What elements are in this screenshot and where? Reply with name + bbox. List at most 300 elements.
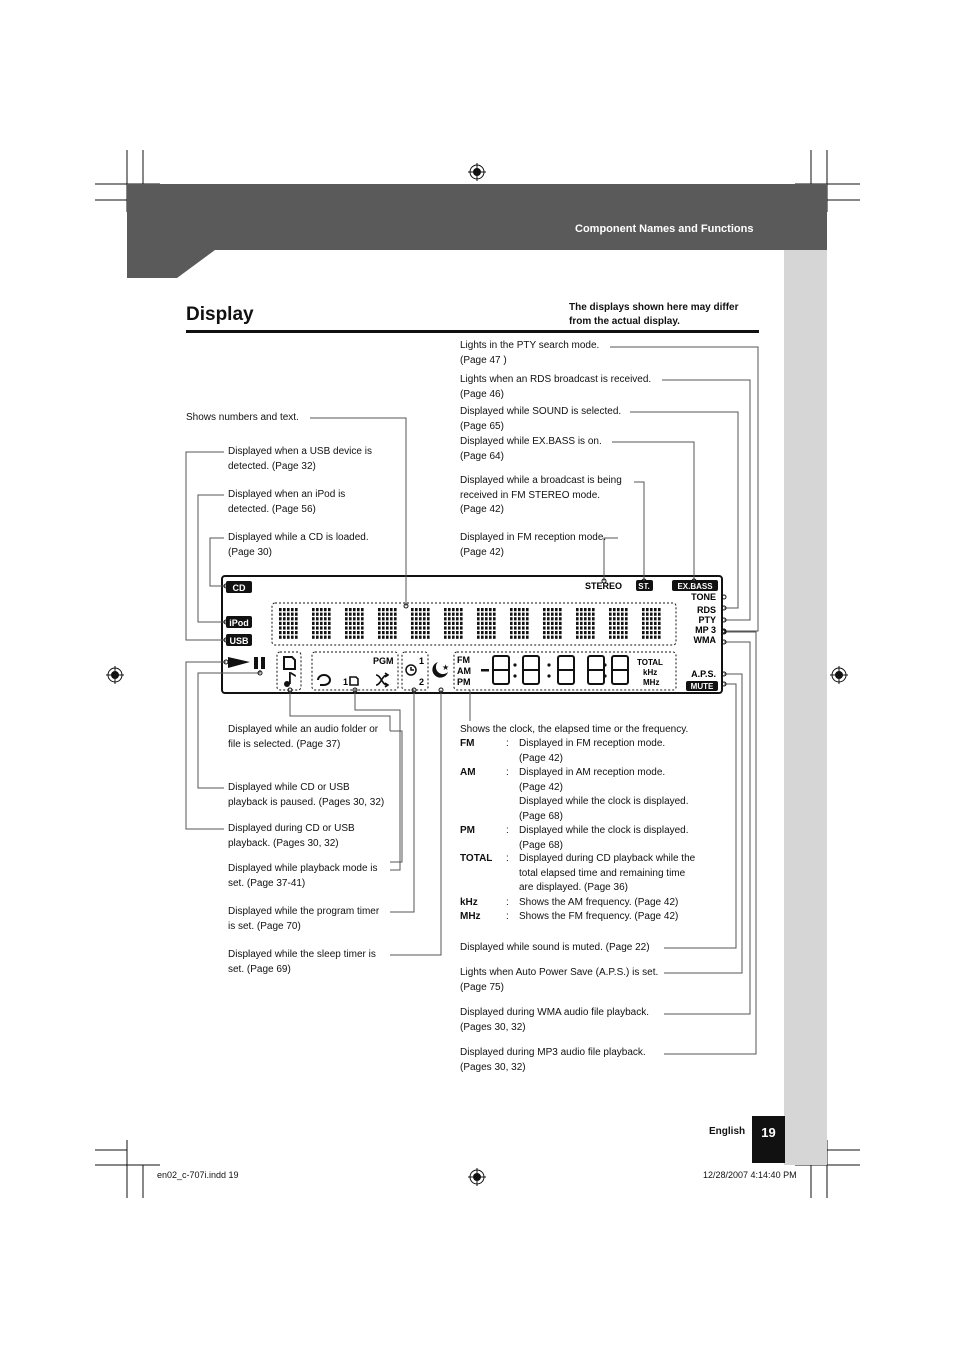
matrix-dot <box>328 608 331 611</box>
matrix-dot <box>295 636 298 639</box>
matrix-dot <box>514 613 517 616</box>
matrix-dot <box>320 613 323 616</box>
matrix-dot <box>390 608 393 611</box>
matrix-dot <box>312 636 315 639</box>
matrix-dot <box>291 622 294 625</box>
matrix-dot <box>411 626 414 629</box>
matrix-dot <box>514 631 517 634</box>
matrix-dot <box>481 613 484 616</box>
matrix-dot <box>477 631 480 634</box>
matrix-dot <box>394 622 397 625</box>
matrix-dot <box>555 631 558 634</box>
matrix-dot <box>287 608 290 611</box>
matrix-dot <box>489 613 492 616</box>
matrix-dot <box>658 617 661 620</box>
matrix-dot <box>609 617 612 620</box>
matrix-dot <box>522 626 525 629</box>
matrix-dot <box>382 622 385 625</box>
matrix-dot <box>291 608 294 611</box>
matrix-dot <box>427 626 430 629</box>
matrix-dot <box>477 622 480 625</box>
matrix-dot <box>353 617 356 620</box>
matrix-dot <box>423 626 426 629</box>
matrix-dot <box>448 626 451 629</box>
matrix-dot <box>279 608 282 611</box>
matrix-dot <box>448 636 451 639</box>
matrix-dot <box>423 617 426 620</box>
matrix-dot <box>522 622 525 625</box>
clock-row-total: TOTAL : Displayed during CD playback while the total elapsed time and remaining time are displayed. (Page 36) <box>460 853 696 893</box>
matrix-dot <box>353 631 356 634</box>
matrix-dot <box>378 626 381 629</box>
matrix-dot <box>361 636 364 639</box>
matrix-dot <box>349 631 352 634</box>
matrix-dot <box>617 608 620 611</box>
matrix-dot <box>650 622 653 625</box>
matrix-dot <box>382 608 385 611</box>
colon-dot <box>603 674 606 677</box>
matrix-dot <box>485 622 488 625</box>
callout-aps: Lights when Auto Power Save (A.P.S.) is set. (Page 75) <box>460 967 659 993</box>
matrix-dot <box>460 626 463 629</box>
matrix-dot <box>555 636 558 639</box>
repeat-icon <box>318 675 330 685</box>
matrix-dot <box>324 622 327 625</box>
matrix-dot <box>452 631 455 634</box>
matrix-dot <box>415 622 418 625</box>
matrix-dot <box>642 631 645 634</box>
matrix-dot <box>279 631 282 634</box>
matrix-dot <box>419 608 422 611</box>
matrix-dot <box>518 608 521 611</box>
matrix-dot <box>353 608 356 611</box>
matrix-dot <box>559 617 562 620</box>
minus-segment <box>481 669 489 672</box>
matrix-dot <box>353 622 356 625</box>
matrix-dot <box>551 631 554 634</box>
matrix-dot <box>456 622 459 625</box>
matrix-dot <box>477 608 480 611</box>
matrix-dot <box>390 617 393 620</box>
dot-matrix-characters <box>279 608 661 639</box>
matrix-dot <box>423 608 426 611</box>
matrix-dot <box>551 626 554 629</box>
matrix-dot <box>526 608 529 611</box>
matrix-dot <box>320 631 323 634</box>
matrix-dot <box>316 617 319 620</box>
callout-stereo: Displayed while a broadcast is being received in FM STEREO mode. (Page 42) <box>460 475 622 515</box>
matrix-dot <box>493 636 496 639</box>
matrix-dot <box>555 622 558 625</box>
matrix-dot <box>543 631 546 634</box>
matrix-dot <box>312 608 315 611</box>
matrix-dot <box>646 617 649 620</box>
matrix-dot <box>481 622 484 625</box>
matrix-dot <box>295 626 298 629</box>
matrix-dot <box>316 608 319 611</box>
matrix-dot <box>485 608 488 611</box>
matrix-dot <box>386 636 389 639</box>
matrix-dot <box>423 636 426 639</box>
matrix-dot <box>576 631 579 634</box>
matrix-dot <box>382 617 385 620</box>
matrix-dot <box>357 626 360 629</box>
matrix-dot <box>460 613 463 616</box>
matrix-dot <box>625 626 628 629</box>
matrix-dot <box>613 608 616 611</box>
matrix-dot <box>489 626 492 629</box>
matrix-dot <box>444 622 447 625</box>
matrix-dot <box>291 631 294 634</box>
matrix-dot <box>382 613 385 616</box>
matrix-dot <box>576 608 579 611</box>
matrix-dot <box>518 613 521 616</box>
matrix-dot <box>543 626 546 629</box>
matrix-dot <box>378 636 381 639</box>
matrix-dot <box>654 608 657 611</box>
matrix-dot <box>485 631 488 634</box>
matrix-dot <box>386 622 389 625</box>
matrix-dot <box>621 613 624 616</box>
matrix-dot <box>650 613 653 616</box>
callout-ipod: Displayed when an iPod is detected. (Page 56) <box>228 489 346 515</box>
matrix-dot <box>345 613 348 616</box>
svg-text:★: ★ <box>442 663 450 672</box>
matrix-dot <box>316 626 319 629</box>
matrix-dot <box>555 608 558 611</box>
matrix-dot <box>361 622 364 625</box>
matrix-dot <box>390 626 393 629</box>
matrix-dot <box>485 626 488 629</box>
matrix-dot <box>378 613 381 616</box>
matrix-dot <box>609 622 612 625</box>
colon-dot <box>547 674 550 677</box>
matrix-dot <box>378 608 381 611</box>
matrix-dot <box>576 622 579 625</box>
sleep-moon-icon <box>432 662 449 678</box>
st-label: ST. <box>638 582 650 591</box>
callout-mute: Displayed while sound is muted. (Page 22) <box>460 942 650 953</box>
matrix-dot <box>559 613 562 616</box>
matrix-dot <box>551 613 554 616</box>
matrix-dot <box>592 622 595 625</box>
matrix-dot <box>349 613 352 616</box>
cd-label: CD <box>232 583 246 593</box>
matrix-dot <box>320 608 323 611</box>
clock-row-am: AM : Displayed in AM reception mode. (Page 42) Displayed while the clock is displayed. (Page 68) <box>460 767 689 822</box>
display-note: The displays shown here may differ from the actual display. <box>569 302 739 327</box>
matrix-dot <box>658 636 661 639</box>
matrix-dot <box>316 622 319 625</box>
matrix-dot <box>349 626 352 629</box>
callout-wma: Displayed during WMA audio file playback. (Pages 30, 32) <box>460 1007 649 1033</box>
matrix-dot <box>481 617 484 620</box>
matrix-dot <box>444 626 447 629</box>
matrix-dot <box>489 636 492 639</box>
matrix-dot <box>547 626 550 629</box>
matrix-dot <box>650 626 653 629</box>
pty-label: PTY <box>698 615 716 625</box>
clock-row-fm: FM : Displayed in FM reception mode. (Page 42) <box>460 738 666 764</box>
matrix-dot <box>609 626 612 629</box>
matrix-dot <box>543 613 546 616</box>
matrix-dot <box>295 617 298 620</box>
page-number: 19 <box>752 1116 785 1163</box>
matrix-dot <box>357 636 360 639</box>
matrix-dot <box>592 617 595 620</box>
matrix-dot <box>510 617 513 620</box>
matrix-dot <box>485 636 488 639</box>
footer-timestamp: 12/28/2007 4:14:40 PM <box>703 1170 797 1180</box>
matrix-dot <box>609 636 612 639</box>
matrix-dot <box>419 626 422 629</box>
matrix-dot <box>287 636 290 639</box>
matrix-dot <box>625 636 628 639</box>
matrix-dot <box>427 622 430 625</box>
matrix-dot <box>357 613 360 616</box>
matrix-dot <box>522 613 525 616</box>
matrix-dot <box>295 608 298 611</box>
matrix-dot <box>621 631 624 634</box>
matrix-dot <box>427 608 430 611</box>
matrix-dot <box>510 613 513 616</box>
matrix-dot <box>456 608 459 611</box>
matrix-dot <box>361 608 364 611</box>
matrix-dot <box>580 626 583 629</box>
matrix-dot <box>411 617 414 620</box>
matrix-dot <box>349 608 352 611</box>
matrix-dot <box>543 636 546 639</box>
matrix-dot <box>324 608 327 611</box>
matrix-dot <box>580 636 583 639</box>
music-note-icon <box>284 672 296 687</box>
matrix-dot <box>646 608 649 611</box>
matrix-dot <box>324 613 327 616</box>
matrix-dot <box>448 613 451 616</box>
pgm-label: PGM <box>373 656 394 666</box>
matrix-dot <box>279 622 282 625</box>
matrix-dot <box>580 613 583 616</box>
matrix-dot <box>324 631 327 634</box>
matrix-dot <box>419 631 422 634</box>
matrix-dot <box>291 613 294 616</box>
matrix-dot <box>555 613 558 616</box>
matrix-dot <box>551 636 554 639</box>
matrix-dot <box>613 631 616 634</box>
matrix-dot <box>489 617 492 620</box>
matrix-dot <box>543 622 546 625</box>
matrix-dot <box>349 636 352 639</box>
matrix-dot <box>386 626 389 629</box>
matrix-dot <box>514 608 517 611</box>
matrix-dot <box>584 631 587 634</box>
matrix-dot <box>646 613 649 616</box>
matrix-dot <box>345 636 348 639</box>
matrix-dot <box>444 608 447 611</box>
matrix-dot <box>390 622 393 625</box>
matrix-dot <box>559 622 562 625</box>
matrix-dot <box>580 617 583 620</box>
matrix-dot <box>386 608 389 611</box>
matrix-dot <box>489 608 492 611</box>
am-label: AM <box>457 666 471 676</box>
matrix-dot <box>324 617 327 620</box>
matrix-dot <box>415 631 418 634</box>
matrix-dot <box>592 631 595 634</box>
clock-row-khz: kHz : Shows the AM frequency. (Page 42) <box>460 897 679 908</box>
matrix-dot <box>452 617 455 620</box>
matrix-dot <box>481 631 484 634</box>
matrix-dot <box>291 626 294 629</box>
matrix-dot <box>547 636 550 639</box>
matrix-dot <box>283 608 286 611</box>
matrix-dot <box>279 636 282 639</box>
matrix-dot <box>625 631 628 634</box>
colon-dot <box>513 663 516 666</box>
matrix-dot <box>613 622 616 625</box>
matrix-dot <box>654 631 657 634</box>
matrix-dot <box>419 617 422 620</box>
matrix-dot <box>448 617 451 620</box>
matrix-dot <box>415 613 418 616</box>
timer-one-label: 1 <box>419 656 425 666</box>
matrix-dot <box>324 636 327 639</box>
matrix-dot <box>448 631 451 634</box>
matrix-dot <box>386 631 389 634</box>
matrix-dot <box>386 613 389 616</box>
matrix-dot <box>518 636 521 639</box>
matrix-dot <box>460 636 463 639</box>
matrix-dot <box>642 626 645 629</box>
matrix-dot <box>555 626 558 629</box>
callout-play: Displayed during CD or USB playback. (Pages 30, 32) <box>228 823 355 849</box>
matrix-dot <box>576 636 579 639</box>
matrix-dot <box>415 626 418 629</box>
pause-icon <box>254 657 258 669</box>
clock-row-mhz: MHz : Shows the FM frequency. (Page 42) <box>460 911 679 922</box>
matrix-dot <box>283 617 286 620</box>
matrix-dot <box>411 608 414 611</box>
matrix-dot <box>456 617 459 620</box>
matrix-dot <box>427 631 430 634</box>
matrix-dot <box>625 613 628 616</box>
callout-mp3: Displayed during MP3 audio file playback. (Pages 30, 32) <box>460 1047 646 1073</box>
matrix-dot <box>394 617 397 620</box>
matrix-dot <box>592 608 595 611</box>
matrix-dot <box>287 626 290 629</box>
matrix-dot <box>658 626 661 629</box>
matrix-dot <box>642 608 645 611</box>
matrix-dot <box>584 608 587 611</box>
matrix-dot <box>419 622 422 625</box>
matrix-dot <box>646 636 649 639</box>
matrix-dot <box>283 626 286 629</box>
matrix-dot <box>551 608 554 611</box>
section-title: Component Names and Functions <box>575 223 754 235</box>
callout-sound: Displayed while SOUND is selected. (Page 65) <box>460 406 622 432</box>
colon-dot <box>603 663 606 666</box>
matrix-dot <box>328 622 331 625</box>
matrix-dot <box>295 622 298 625</box>
callout-sleep-timer: Displayed while the sleep timer is set. (Page 69) <box>228 949 376 975</box>
matrix-dot <box>328 636 331 639</box>
matrix-dot <box>394 626 397 629</box>
matrix-dot <box>427 617 430 620</box>
matrix-dot <box>279 613 282 616</box>
matrix-dot <box>625 617 628 620</box>
matrix-dot <box>328 626 331 629</box>
clock-intro: Shows the clock, the elapsed time or the frequency. <box>460 724 689 735</box>
matrix-dot <box>621 622 624 625</box>
language-label: English <box>709 1126 746 1137</box>
matrix-dot <box>526 622 529 625</box>
repeat-one-label: 1 <box>343 677 349 687</box>
matrix-dot <box>361 626 364 629</box>
matrix-dot <box>547 613 550 616</box>
khz-label: kHz <box>643 668 658 677</box>
matrix-dot <box>361 631 364 634</box>
matrix-dot <box>592 626 595 629</box>
matrix-dot <box>617 622 620 625</box>
matrix-dot <box>411 636 414 639</box>
rds-label: RDS <box>696 605 716 615</box>
matrix-dot <box>460 622 463 625</box>
matrix-dot <box>650 631 653 634</box>
callout-fm: Displayed in FM reception mode. (Page 42) <box>460 532 607 558</box>
matrix-dot <box>580 608 583 611</box>
matrix-dot <box>642 636 645 639</box>
matrix-dot <box>427 636 430 639</box>
exbass-label: EX.BASS <box>677 582 713 591</box>
matrix-dot <box>518 617 521 620</box>
matrix-dot <box>460 608 463 611</box>
matrix-dot <box>279 626 282 629</box>
matrix-dot <box>283 636 286 639</box>
matrix-dot <box>493 613 496 616</box>
matrix-dot <box>452 613 455 616</box>
matrix-dot <box>559 631 562 634</box>
matrix-dot <box>481 626 484 629</box>
matrix-dot <box>320 626 323 629</box>
matrix-dot <box>650 617 653 620</box>
matrix-dot <box>353 636 356 639</box>
matrix-dot <box>518 631 521 634</box>
matrix-dot <box>481 608 484 611</box>
matrix-dot <box>279 617 282 620</box>
matrix-dot <box>452 626 455 629</box>
matrix-dot <box>485 617 488 620</box>
matrix-dot <box>526 617 529 620</box>
timer-two-label: 2 <box>419 677 425 687</box>
matrix-dot <box>654 613 657 616</box>
matrix-dot <box>287 622 290 625</box>
matrix-dot <box>295 631 298 634</box>
mute-label: MUTE <box>690 682 714 691</box>
mhz-label: MHz <box>643 678 660 687</box>
matrix-dot <box>390 631 393 634</box>
matrix-dot <box>423 613 426 616</box>
matrix-dot <box>345 626 348 629</box>
matrix-dot <box>646 622 649 625</box>
matrix-dot <box>526 631 529 634</box>
matrix-dot <box>456 613 459 616</box>
matrix-dot <box>382 636 385 639</box>
matrix-dot <box>621 608 624 611</box>
matrix-dot <box>390 613 393 616</box>
callout-exbass: Displayed while EX.BASS is on. (Page 64) <box>460 436 602 462</box>
matrix-dot <box>295 613 298 616</box>
matrix-dot <box>522 617 525 620</box>
